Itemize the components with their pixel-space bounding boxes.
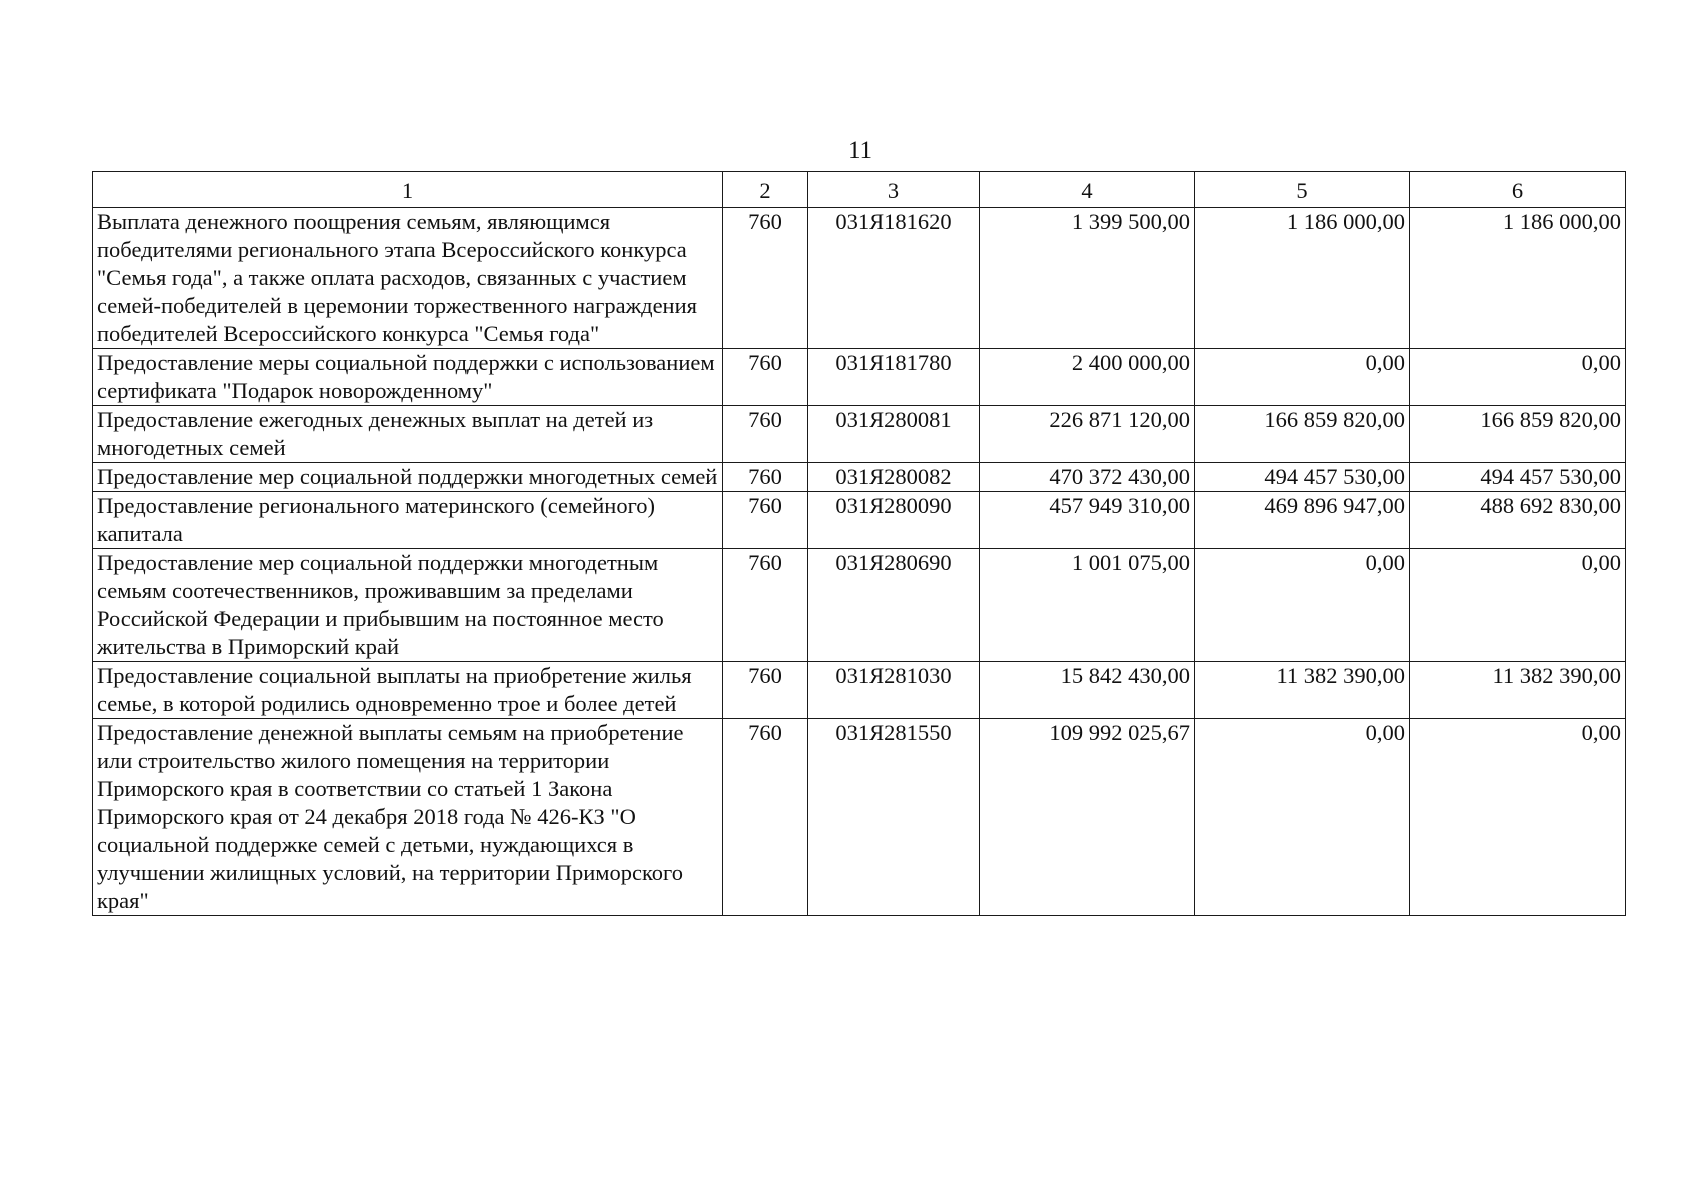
row-amount-col4: 2 400 000,00 — [980, 349, 1195, 406]
column-header-5: 5 — [1195, 172, 1410, 208]
column-header-1: 1 — [93, 172, 723, 208]
table-row — [93, 662, 1626, 719]
column-header-3: 3 — [808, 172, 980, 208]
row-amount-col6: 1 186 000,00 — [1410, 208, 1626, 349]
table-row — [93, 549, 1626, 662]
row-ministry-code: 760 — [723, 662, 808, 719]
row-ministry-code: 760 — [723, 349, 808, 406]
column-header-6: 6 — [1410, 172, 1626, 208]
row-amount-col5: 494 457 530,00 — [1195, 463, 1410, 492]
row-name: Предоставление мер социальной поддержки многодетным семьям соотечественников, проживавшим за пределами Российской Федерации и прибывшим на постоянное место жительства в Приморский край — [93, 549, 723, 662]
row-ministry-code: 760 — [723, 719, 808, 916]
row-amount-col5: 0,00 — [1195, 719, 1410, 916]
row-ministry-code: 760 — [723, 406, 808, 463]
page-number: 11 — [847, 137, 873, 164]
row-amount-col6: 166 859 820,00 — [1410, 406, 1626, 463]
row-ministry-code: 760 — [723, 208, 808, 349]
row-name: Предоставление меры социальной поддержки с использованием сертификата "Подарок новорожденному" — [93, 349, 723, 406]
row-amount-col6: 494 457 530,00 — [1410, 463, 1626, 492]
row-name: Предоставление социальной выплаты на приобретение жилья семье, в которой родились одновременно трое и более детей — [93, 662, 723, 719]
row-ministry-code: 760 — [723, 492, 808, 549]
row-amount-col6: 11 382 390,00 — [1410, 662, 1626, 719]
row-target-code: 031Я280090 — [808, 492, 980, 549]
row-amount-col6: 0,00 — [1410, 719, 1626, 916]
row-amount-col5: 166 859 820,00 — [1195, 406, 1410, 463]
row-ministry-code: 760 — [723, 463, 808, 492]
row-amount-col5: 0,00 — [1195, 549, 1410, 662]
row-target-code: 031Я281550 — [808, 719, 980, 916]
row-target-code: 031Я281030 — [808, 662, 980, 719]
row-amount-col5: 469 896 947,00 — [1195, 492, 1410, 549]
table-row — [93, 463, 1626, 492]
row-target-code: 031Я280081 — [808, 406, 980, 463]
row-amount-col6: 488 692 830,00 — [1410, 492, 1626, 549]
row-name: Предоставление денежной выплаты семьям на приобретение или строительство жилого помещения на территории Приморского края в соответствии со статьей 1 Закона Приморского края от 24 декабря 2018 года № 426-КЗ "О социальной поддержке семей с детьми, нуждающихся в улучшении жилищных условий, на территории Приморского края" — [93, 719, 723, 916]
table-header-row — [93, 172, 1626, 208]
row-target-code: 031Я280690 — [808, 549, 980, 662]
table-row — [93, 492, 1626, 549]
row-amount-col4: 470 372 430,00 — [980, 463, 1195, 492]
row-ministry-code: 760 — [723, 549, 808, 662]
table-row — [93, 719, 1626, 916]
budget-table — [92, 171, 1626, 916]
row-amount-col4: 457 949 310,00 — [980, 492, 1195, 549]
row-amount-col6: 0,00 — [1410, 349, 1626, 406]
row-amount-col4: 1 001 075,00 — [980, 549, 1195, 662]
row-name: Выплата денежного поощрения семьям, являющимся победителями регионального этапа Всероссийского конкурса "Семья года", а также оплата расходов, связанных с участием семей-победителей в церемонии торжественного награждения победителей Всероссийского конкурса "Семья года" — [93, 208, 723, 349]
row-amount-col4: 226 871 120,00 — [980, 406, 1195, 463]
column-header-4: 4 — [980, 172, 1195, 208]
row-name: Предоставление ежегодных денежных выплат на детей из многодетных семей — [93, 406, 723, 463]
row-amount-col4: 109 992 025,67 — [980, 719, 1195, 916]
row-amount-col5: 11 382 390,00 — [1195, 662, 1410, 719]
row-amount-col5: 1 186 000,00 — [1195, 208, 1410, 349]
table-row — [93, 208, 1626, 349]
row-target-code: 031Я280082 — [808, 463, 980, 492]
row-amount-col6: 0,00 — [1410, 549, 1626, 662]
table-row — [93, 349, 1626, 406]
row-target-code: 031Я181780 — [808, 349, 980, 406]
column-header-2: 2 — [723, 172, 808, 208]
row-name: Предоставление регионального материнского (семейного) капитала — [93, 492, 723, 549]
row-target-code: 031Я181620 — [808, 208, 980, 349]
table-row — [93, 406, 1626, 463]
row-amount-col4: 1 399 500,00 — [980, 208, 1195, 349]
row-name: Предоставление мер социальной поддержки многодетных семей — [93, 463, 723, 492]
row-amount-col4: 15 842 430,00 — [980, 662, 1195, 719]
row-amount-col5: 0,00 — [1195, 349, 1410, 406]
